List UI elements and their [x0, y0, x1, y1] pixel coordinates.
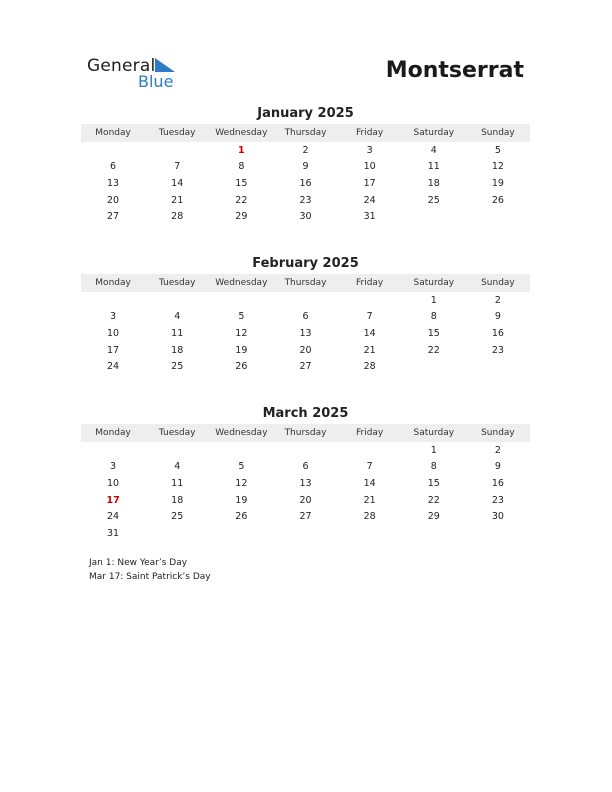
day-cell: 21: [363, 344, 376, 356]
day-cell: 5: [238, 461, 245, 473]
day-cell: 7: [366, 461, 373, 473]
day-cell: 25: [171, 361, 184, 373]
day-cell: 1: [430, 444, 437, 456]
weekday-header: Friday: [338, 274, 402, 292]
day-cell: 15: [427, 477, 440, 489]
weekday-header: Monday: [81, 274, 145, 292]
day-cell: 18: [171, 494, 184, 506]
day-cell: 20: [107, 194, 120, 206]
day-cell: 13: [299, 327, 312, 339]
day-cell: 16: [491, 477, 504, 489]
empty-day-cell: [402, 358, 466, 375]
day-cell: 15: [235, 177, 248, 189]
day-cell: 4: [174, 311, 181, 323]
day-cell: 23: [491, 494, 504, 506]
day-cell: 29: [427, 511, 440, 523]
day-cell: 19: [235, 494, 248, 506]
day-cell: 27: [107, 211, 120, 223]
week-row: [81, 292, 530, 309]
weekday-header: Wednesday: [209, 124, 273, 142]
weekday-header: Monday: [81, 124, 145, 142]
weekday-header: Friday: [338, 124, 402, 142]
empty-day-cell: [338, 442, 402, 459]
day-cell: 9: [302, 161, 309, 173]
day-cell: 31: [363, 211, 376, 223]
week-row: [81, 508, 530, 525]
day-cell: 22: [427, 494, 440, 506]
day-cell: 27: [299, 511, 312, 523]
week-row: [81, 492, 530, 509]
day-cell: 25: [171, 511, 184, 523]
weekday-header: Sunday: [466, 124, 530, 142]
month-march: [81, 406, 530, 542]
day-cell: 30: [491, 511, 504, 523]
week-row: [81, 358, 530, 375]
day-cell: 11: [171, 477, 184, 489]
day-cell: 21: [171, 194, 184, 206]
day-cell: 8: [430, 311, 437, 323]
empty-day-cell: [338, 292, 402, 309]
day-cell: 9: [494, 461, 501, 473]
day-cell: 28: [363, 511, 376, 523]
day-cell: 12: [235, 327, 248, 339]
empty-day-cell: [209, 442, 273, 459]
empty-day-cell: [273, 442, 337, 459]
day-cell: 2: [494, 294, 501, 306]
day-cell: 7: [174, 161, 181, 173]
day-cell: 22: [235, 194, 248, 206]
week-row: [81, 342, 530, 359]
weekday-header: Thursday: [273, 424, 337, 442]
month-february: [81, 256, 530, 375]
day-cell: 20: [299, 494, 312, 506]
day-cell: 6: [110, 161, 117, 173]
holiday-note: Mar 17: Saint Patrick’s Day: [89, 572, 211, 582]
logo-blue-text: Blue: [138, 72, 174, 91]
week-row: [81, 442, 530, 459]
week-row: [81, 142, 530, 159]
day-cell: 8: [238, 161, 245, 173]
empty-day-cell: [466, 208, 530, 225]
day-cell: 17: [106, 494, 120, 506]
month-january: [81, 106, 530, 225]
empty-day-cell: [402, 525, 466, 542]
empty-day-cell: [273, 525, 337, 542]
day-cell: 25: [427, 194, 440, 206]
day-cell: 21: [363, 494, 376, 506]
month-title: February 2025: [252, 256, 359, 271]
weekday-header: Friday: [338, 424, 402, 442]
week-row: [81, 208, 530, 225]
day-cell: 18: [171, 344, 184, 356]
day-cell: 9: [494, 311, 501, 323]
empty-day-cell: [209, 525, 273, 542]
weekday-header: Wednesday: [209, 274, 273, 292]
weekday-header: Thursday: [273, 124, 337, 142]
logo-general-text: General: [87, 56, 156, 76]
day-cell: 26: [235, 361, 248, 373]
day-cell: 1: [238, 144, 245, 156]
day-cell: 28: [171, 211, 184, 223]
day-cell: 12: [491, 161, 504, 173]
day-cell: 18: [427, 177, 440, 189]
day-cell: 10: [363, 161, 376, 173]
week-row: [81, 309, 530, 326]
day-cell: 2: [494, 444, 501, 456]
week-row: [81, 459, 530, 476]
day-cell: 10: [107, 477, 120, 489]
empty-day-cell: [81, 292, 145, 309]
month-title: January 2025: [257, 106, 354, 121]
day-cell: 1: [430, 294, 437, 306]
day-cell: 27: [299, 361, 312, 373]
weekday-header: Tuesday: [145, 124, 209, 142]
day-cell: 17: [363, 177, 376, 189]
weekday-header: Monday: [81, 424, 145, 442]
day-cell: 3: [366, 144, 373, 156]
day-cell: 19: [491, 177, 504, 189]
day-cell: 31: [107, 527, 120, 539]
day-cell: 2: [302, 144, 309, 156]
day-cell: 3: [110, 311, 117, 323]
day-cell: 7: [366, 311, 373, 323]
weekday-header: Saturday: [402, 424, 466, 442]
empty-day-cell: [209, 292, 273, 309]
empty-day-cell: [466, 358, 530, 375]
week-row: [81, 192, 530, 209]
day-cell: 4: [174, 461, 181, 473]
day-cell: 14: [171, 177, 184, 189]
day-cell: 6: [302, 311, 309, 323]
weekday-header: Tuesday: [145, 274, 209, 292]
weekday-header: Saturday: [402, 124, 466, 142]
day-cell: 11: [171, 327, 184, 339]
day-cell: 11: [427, 161, 440, 173]
day-cell: 24: [107, 361, 120, 373]
empty-day-cell: [145, 142, 209, 159]
day-cell: 13: [107, 177, 120, 189]
weekday-header: Wednesday: [209, 424, 273, 442]
day-cell: 13: [299, 477, 312, 489]
week-row: [81, 475, 530, 492]
day-cell: 30: [299, 211, 312, 223]
day-cell: 15: [427, 327, 440, 339]
weekday-header: Sunday: [466, 424, 530, 442]
day-cell: 24: [107, 511, 120, 523]
day-cell: 24: [363, 194, 376, 206]
day-cell: 28: [363, 361, 376, 373]
weekday-header: Sunday: [466, 274, 530, 292]
day-cell: 6: [302, 461, 309, 473]
day-cell: 5: [494, 144, 501, 156]
weekday-header: Thursday: [273, 274, 337, 292]
empty-day-cell: [145, 525, 209, 542]
month-title: March 2025: [262, 406, 349, 421]
calendar-grid: [81, 274, 530, 375]
week-row: [81, 159, 530, 176]
country-title: Montserrat: [385, 58, 524, 83]
empty-day-cell: [145, 292, 209, 309]
holiday-notes: [89, 556, 211, 584]
day-cell: 12: [235, 477, 248, 489]
empty-day-cell: [273, 292, 337, 309]
week-row: [81, 175, 530, 192]
day-cell: 22: [427, 344, 440, 356]
logo: [87, 56, 187, 92]
day-cell: 4: [430, 144, 437, 156]
day-cell: 23: [299, 194, 312, 206]
day-cell: 23: [491, 344, 504, 356]
holiday-note: Jan 1: New Year’s Day: [89, 558, 188, 568]
day-cell: 19: [235, 344, 248, 356]
empty-day-cell: [145, 442, 209, 459]
day-cell: 29: [235, 211, 248, 223]
empty-day-cell: [402, 208, 466, 225]
calendar-grid: [81, 424, 530, 542]
day-cell: 8: [430, 461, 437, 473]
day-cell: 26: [235, 511, 248, 523]
day-cell: 14: [363, 477, 376, 489]
day-cell: 20: [299, 344, 312, 356]
empty-day-cell: [466, 525, 530, 542]
weekday-header: Tuesday: [145, 424, 209, 442]
day-cell: 17: [107, 344, 120, 356]
empty-day-cell: [81, 442, 145, 459]
weekday-header: Saturday: [402, 274, 466, 292]
day-cell: 14: [363, 327, 376, 339]
week-row: [81, 525, 530, 542]
day-cell: 5: [238, 311, 245, 323]
day-cell: 26: [491, 194, 504, 206]
week-row: [81, 325, 530, 342]
calendar-grid: [81, 124, 530, 225]
day-cell: 3: [110, 461, 117, 473]
empty-day-cell: [81, 142, 145, 159]
day-cell: 16: [491, 327, 504, 339]
day-cell: 16: [299, 177, 312, 189]
day-cell: 10: [107, 327, 120, 339]
empty-day-cell: [338, 525, 402, 542]
